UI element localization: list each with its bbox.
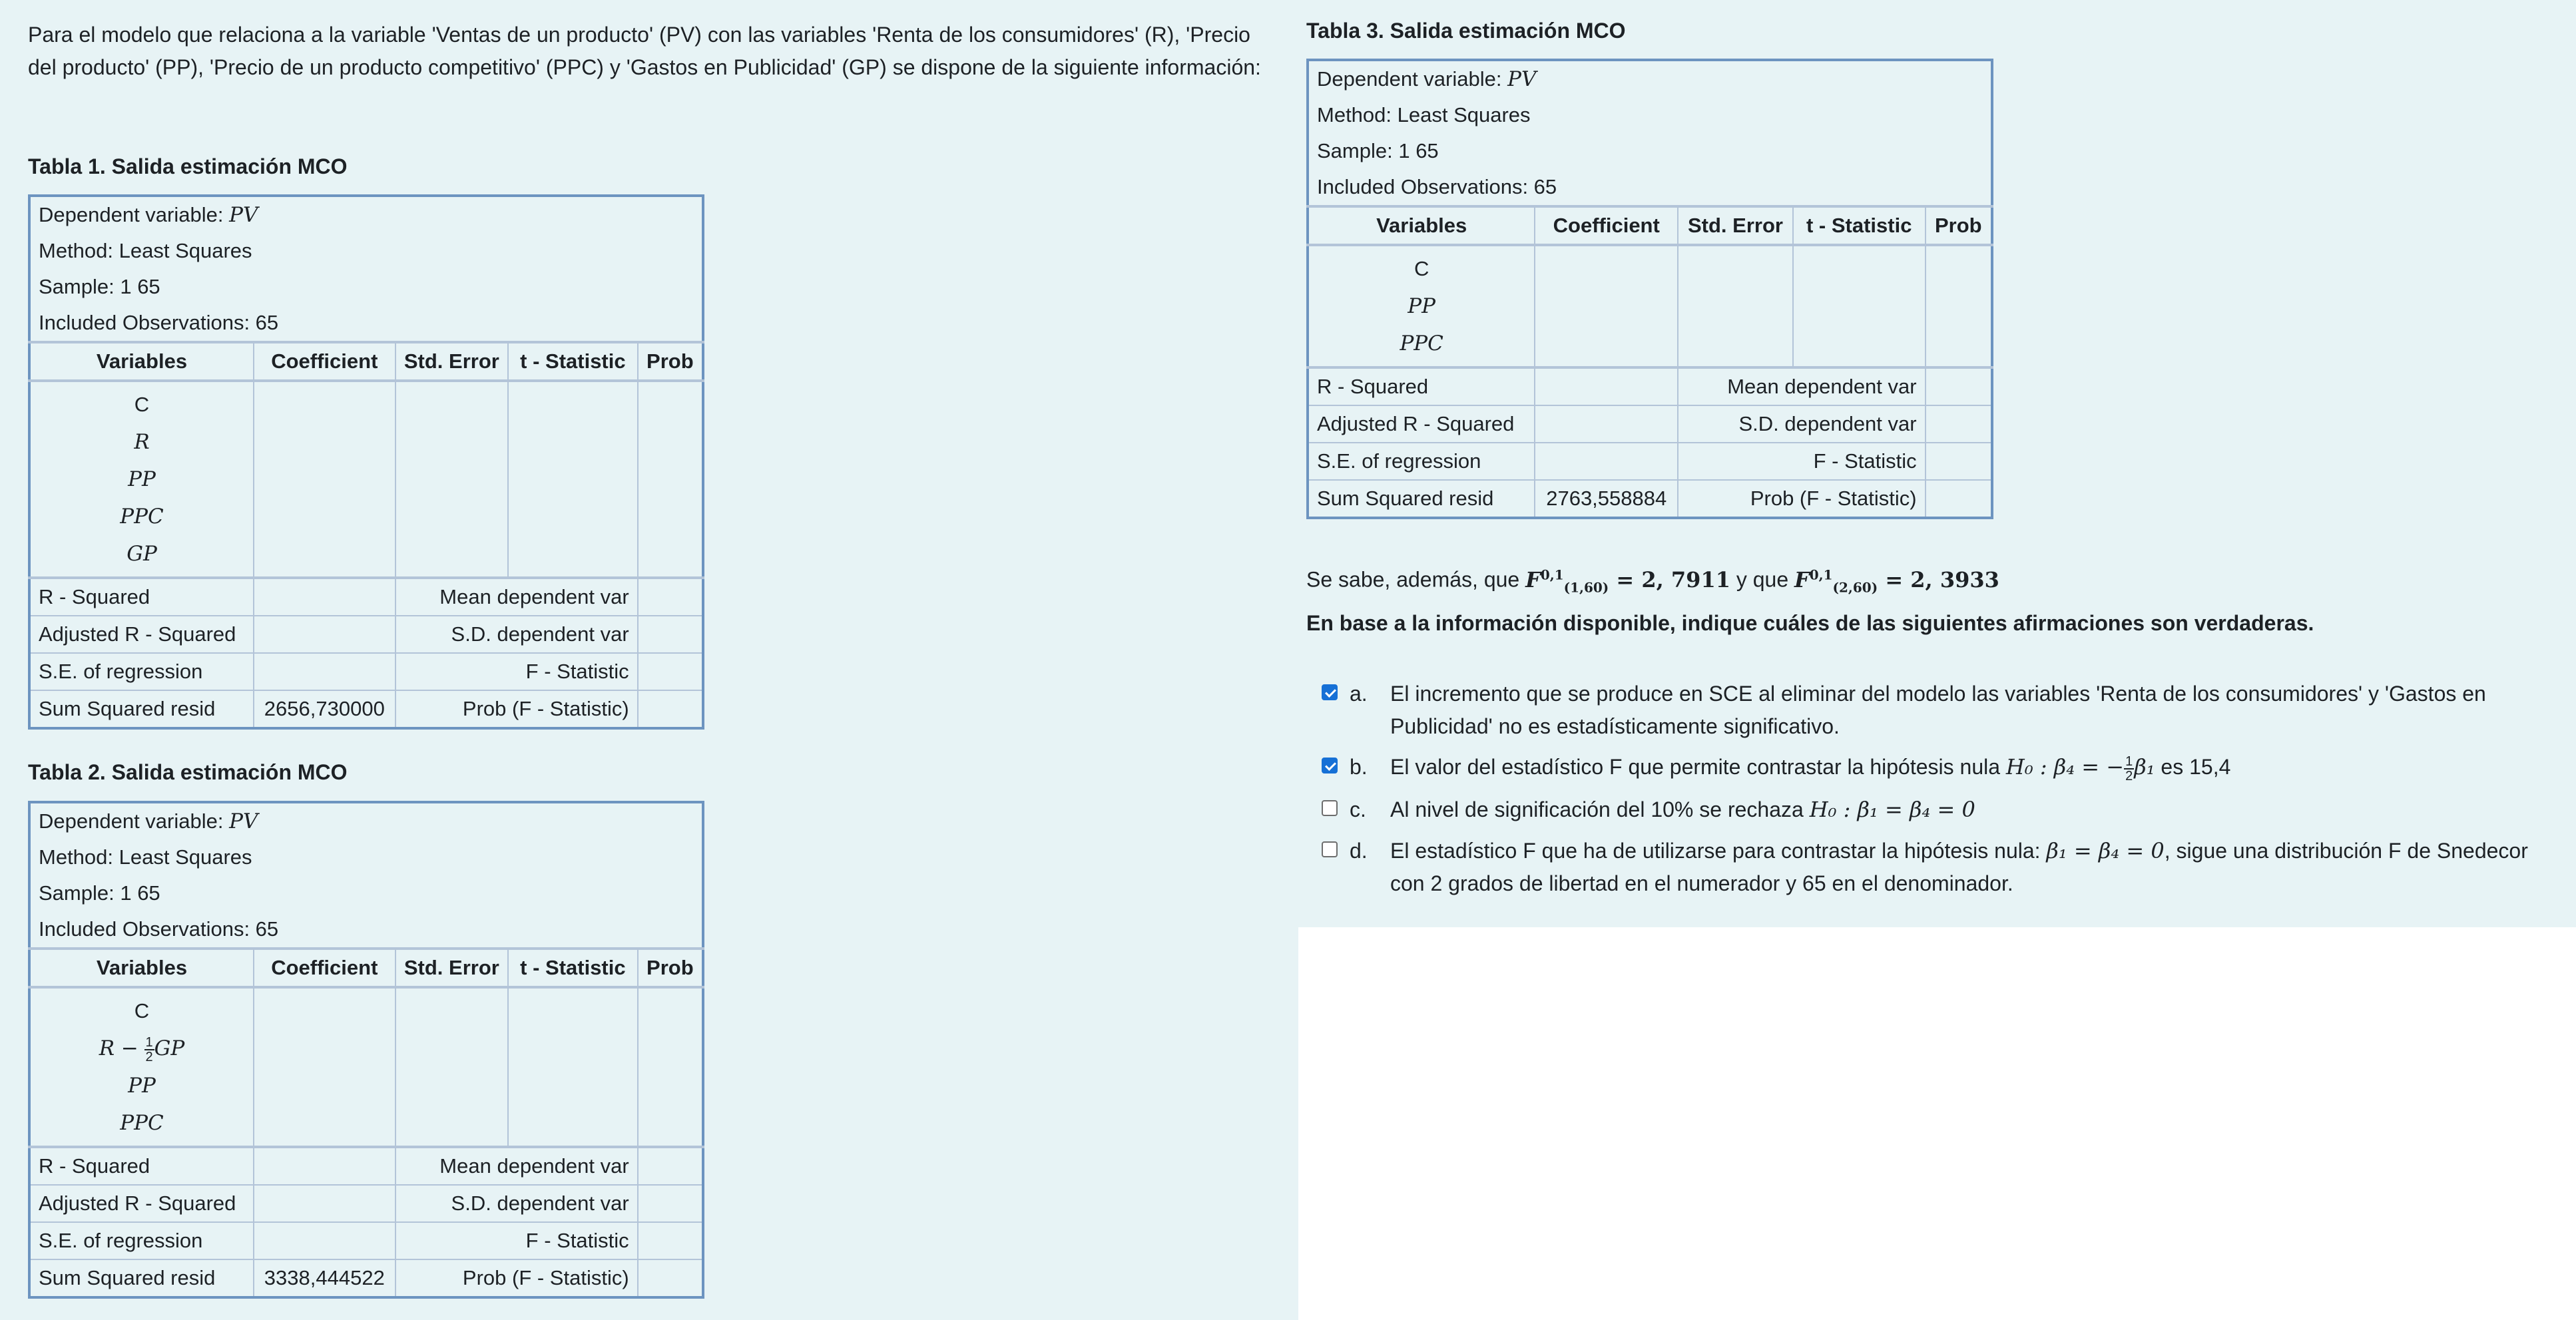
option-c[interactable] [1322, 793, 2547, 826]
sample-label: Sample: 1 65 [1317, 139, 1439, 162]
header-prob: Prob [638, 342, 703, 381]
var-r-minus-half-gp: R − $\frac{1}{2}$ GP [99, 1034, 185, 1064]
prob-cell [638, 987, 703, 1147]
dependent-label: Dependent variable: [39, 203, 224, 226]
option-d-letter: d. [1350, 839, 1368, 863]
stat-ssr: Sum Squared resid [1308, 480, 1535, 518]
option-d[interactable] [1322, 835, 2547, 900]
header-variables: Variables [29, 342, 254, 381]
stat-mean-dependent: Mean dependent var [1678, 367, 1925, 405]
variables-cell [29, 381, 254, 578]
variables-cell [29, 987, 254, 1147]
fraction-half: $\frac{1}{2}$ [145, 1034, 153, 1064]
t-statistic-cell [508, 987, 638, 1147]
header-std-error: Std. Error [395, 949, 508, 987]
dependent-var: PV [229, 809, 258, 833]
stat-prob-f: Prob (F - Statistic) [395, 690, 638, 728]
observations-label: Included Observations: 65 [1317, 175, 1557, 198]
var-ppc: PPC [120, 1111, 164, 1135]
t-statistic-cell [508, 381, 638, 578]
stat-se-regression: S.E. of regression [29, 1222, 254, 1259]
header-coefficient: Coefficient [254, 949, 395, 987]
header-variables: Variables [29, 949, 254, 987]
checkbox-a[interactable] [1322, 684, 1338, 700]
method-label: Method: Least Squares [1317, 103, 1531, 126]
observations-label: Included Observations: 65 [39, 917, 279, 941]
var-c: C [134, 999, 150, 1022]
tabla1-table [28, 194, 704, 730]
tabla3-table [1306, 59, 1993, 519]
coefficient-cell [254, 987, 395, 1147]
f-critical-2: F$^{0,1}_{(2,60)}$ = 2, 3933 [1794, 566, 1999, 596]
option-a-text: El incremento que se produce en SCE al eliminar del modelo las variables 'Renta de los consumidores' y 'Gastos en Publicidad' no es estadísticamente significativo. [1390, 682, 2486, 738]
prob-cell [1926, 245, 1992, 367]
stat-r-squared: R - Squared [29, 578, 254, 616]
var-pp: PP [128, 1074, 156, 1098]
stat-adj-r-squared: Adjusted R - Squared [29, 1185, 254, 1222]
stat-mean-dependent: Mean dependent var [395, 578, 638, 616]
observations-label: Included Observations: 65 [39, 311, 279, 334]
t-statistic-cell [1793, 245, 1926, 367]
coefficient-cell [254, 381, 395, 578]
var-pp: PP [128, 467, 156, 491]
coefficient-cell [1535, 245, 1678, 367]
stat-sd-dependent: S.D. dependent var [1678, 405, 1925, 443]
known-f-values: Se sabe, además, que F$^{0,1}_{(1,60)}$ = 2, 7911 y que F$^{0,1}_{(2,60)}$ = 2, 3933 [1306, 566, 1999, 596]
checkbox-d[interactable] [1322, 841, 1338, 857]
var-ppc: PPC [1400, 331, 1443, 355]
header-t-statistic: t - Statistic [508, 342, 638, 381]
tabla3-title: Tabla 3. Salida estimación MCO [1306, 19, 1626, 43]
option-c-letter: c. [1350, 797, 1366, 821]
stat-sd-dependent: S.D. dependent var [395, 1185, 638, 1222]
header-coefficient: Coefficient [254, 342, 395, 381]
option-b[interactable] [1322, 751, 2547, 783]
stat-r-squared: R - Squared [29, 1147, 254, 1185]
stat-se-regression: S.E. of regression [29, 653, 254, 690]
stat-f-statistic: F - Statistic [395, 653, 638, 690]
stat-se-regression: S.E. of regression [1308, 443, 1535, 480]
stat-ssr: Sum Squared resid [29, 1259, 254, 1297]
stat-r-squared: R - Squared [1308, 367, 1535, 405]
tabla1-title: Tabla 1. Salida estimación MCO [28, 154, 348, 178]
tabla2-table [28, 801, 704, 1299]
var-c: C [134, 393, 150, 416]
header-std-error: Std. Error [1678, 206, 1793, 245]
header-prob: Prob [1926, 206, 1992, 245]
header-variables: Variables [1308, 206, 1535, 245]
stat-prob-f: Prob (F - Statistic) [1678, 480, 1925, 518]
option-b-text: El valor del estadístico F que permite contrastar la hipótesis nula H₀ : β₄ = − $\frac{1}{2}$ β₁ es 15,4 [1390, 754, 2231, 783]
dependent-label: Dependent variable: [1317, 67, 1502, 91]
var-gp: GP [127, 542, 157, 566]
stat-sd-dependent: S.D. dependent var [395, 616, 638, 653]
sample-label: Sample: 1 65 [39, 881, 160, 905]
question-text: En base a la información disponible, indique cuáles de las siguientes afirmaciones son verdaderas. [1306, 611, 2314, 635]
header-t-statistic: t - Statistic [508, 949, 638, 987]
dependent-var: PV [229, 203, 258, 227]
ssr-value: 2656,730000 [254, 690, 395, 728]
header-t-statistic: t - Statistic [1793, 206, 1926, 245]
stat-ssr: Sum Squared resid [29, 690, 254, 728]
std-error-cell [1678, 245, 1793, 367]
var-c: C [1414, 257, 1429, 280]
var-r: R [134, 430, 150, 454]
option-c-text: Al nivel de significación del 10% se rechaza H₀ : β₁ = β₄ = 0 [1390, 797, 1975, 822]
tabla2-title: Tabla 2. Salida estimación MCO [28, 760, 348, 784]
header-prob: Prob [638, 949, 703, 987]
method-label: Method: Least Squares [39, 845, 252, 869]
option-a-letter: a. [1350, 682, 1368, 706]
var-pp: PP [1408, 294, 1436, 318]
stat-f-statistic: F - Statistic [395, 1222, 638, 1259]
header-coefficient: Coefficient [1535, 206, 1678, 245]
stat-prob-f: Prob (F - Statistic) [395, 1259, 638, 1297]
sample-label: Sample: 1 65 [39, 275, 160, 298]
method-label: Method: Least Squares [39, 239, 252, 262]
variables-cell [1308, 245, 1535, 367]
option-d-text: El estadístico F que ha de utilizarse para contrastar la hipótesis nula: β₁ = β₄ = 0, sigue una distribución F de Snedecor con 2 grados de libertad en el numerador y 65 en el denominador. [1390, 838, 2528, 895]
var-ppc: PPC [120, 505, 164, 529]
intro-text: Para el modelo que relaciona a la variable 'Ventas de un producto' (PV) con las variables 'Renta de los consumidores' (R), 'Precio del producto' (PP), 'Precio de un producto competitivo' (PPC) y 'Gastos en Publicidad' (GP) se dispone de la siguiente información: [28, 23, 1261, 79]
stat-mean-dependent: Mean dependent var [395, 1147, 638, 1185]
fraction-half: $\frac{1}{2}$ [2125, 754, 2133, 783]
std-error-cell [395, 381, 508, 578]
stat-f-statistic: F - Statistic [1678, 443, 1925, 480]
prob-cell [638, 381, 703, 578]
ssr-value: 2763,558884 [1535, 480, 1678, 518]
dependent-label: Dependent variable: [39, 809, 224, 833]
checkbox-c[interactable] [1322, 800, 1338, 816]
ssr-value: 3338,444522 [254, 1259, 395, 1297]
dependent-var: PV [1507, 67, 1537, 91]
stat-adj-r-squared: Adjusted R - Squared [29, 616, 254, 653]
checkbox-b[interactable] [1322, 758, 1338, 773]
option-b-letter: b. [1350, 755, 1368, 779]
option-a[interactable] [1322, 678, 2547, 743]
f-critical-1: F$^{0,1}_{(1,60)}$ = 2, 7911 [1525, 566, 1730, 596]
header-std-error: Std. Error [395, 342, 508, 381]
stat-adj-r-squared: Adjusted R - Squared [1308, 405, 1535, 443]
std-error-cell [395, 987, 508, 1147]
